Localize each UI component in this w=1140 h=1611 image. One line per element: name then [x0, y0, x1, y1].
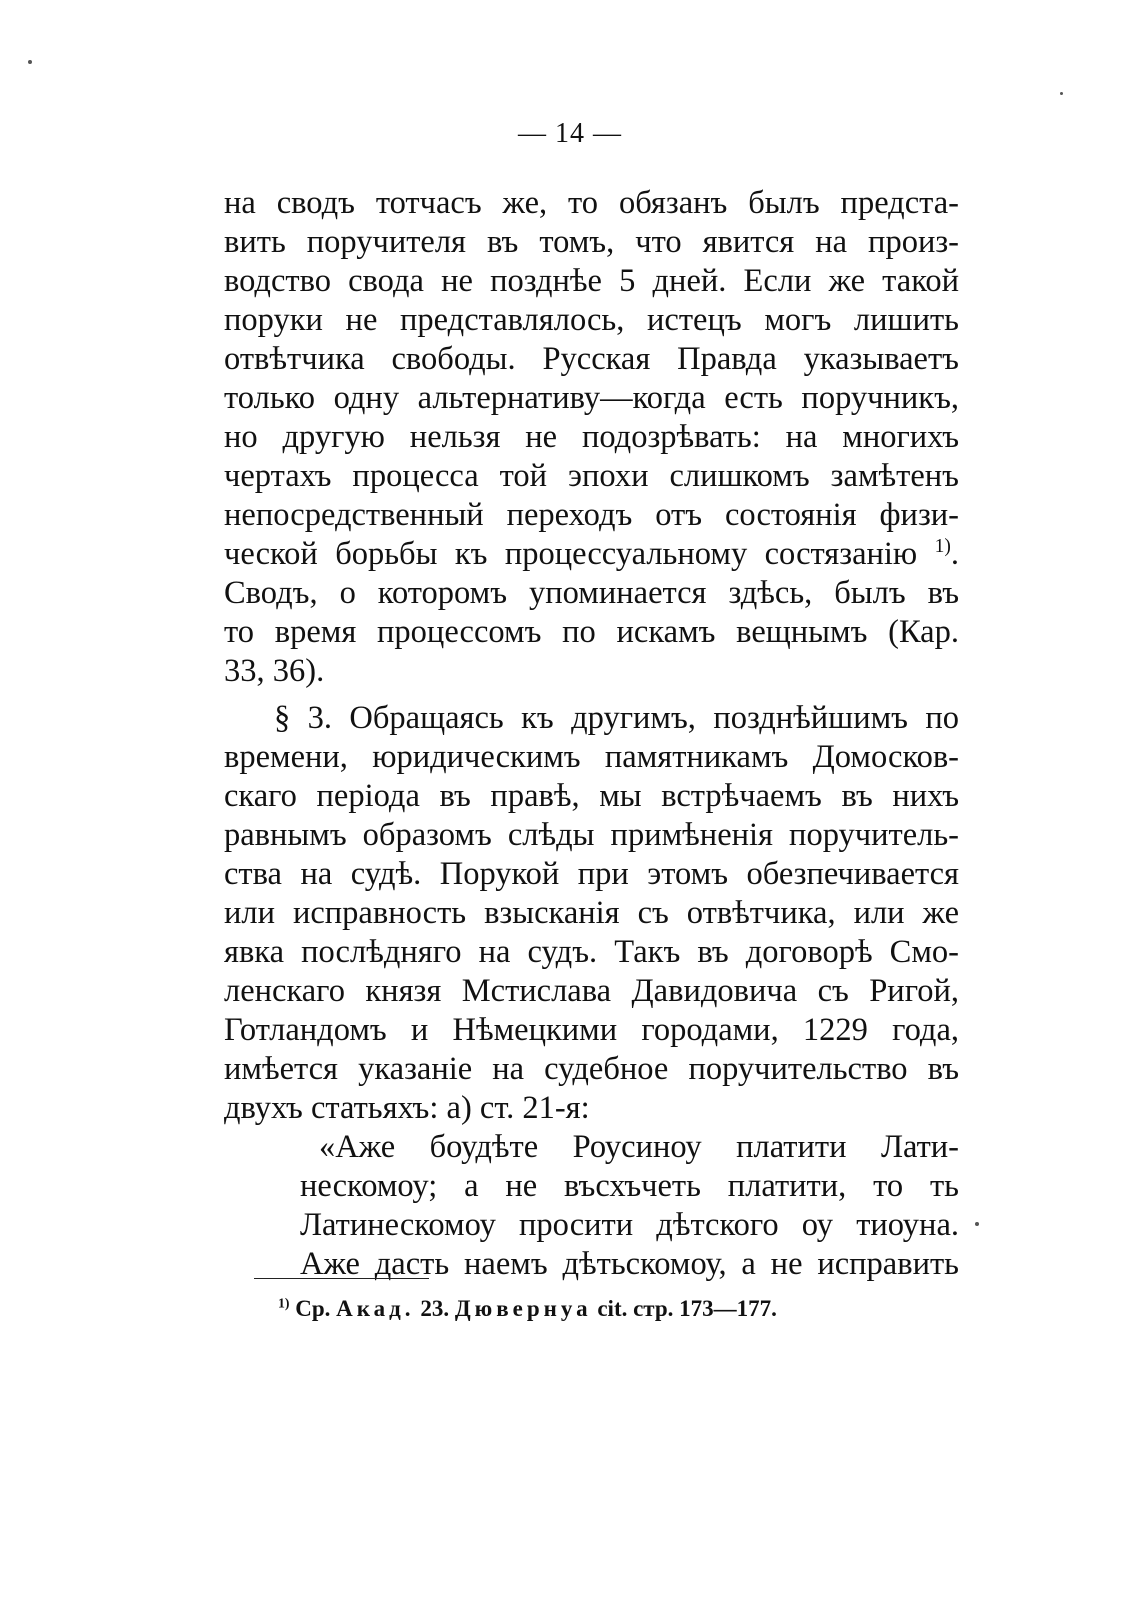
text-line: но другую нельзя не подозрѣвать: на многихъ — [224, 419, 959, 455]
text-line: времени, юридическимъ памятникамъ Домосков- — [224, 739, 959, 775]
text-line: Готландомъ и Нѣмецкими городами, 1229 года, — [224, 1012, 959, 1048]
quote-line: Латинескомоу просити дѣтского оу тиоуна. — [300, 1207, 959, 1243]
footnote-divider — [254, 1278, 429, 1279]
text-line: двухъ статьяхъ: а) ст. 21-я: — [224, 1090, 590, 1126]
text-line: ческой борьбы къ процессуальному состязанію — [224, 536, 918, 572]
paragraph-2 — [224, 699, 959, 1128]
scan-speck — [28, 60, 32, 64]
scan-speck — [975, 1222, 979, 1226]
text-line: отвѣтчика свободы. Русская Правда указываетъ — [224, 341, 959, 377]
text-line: на сводъ тотчасъ же, то обязанъ былъ предста- — [224, 185, 959, 221]
text-line: ства на судѣ. Порукой при этомъ обезпечивается — [224, 856, 959, 892]
footnote-author-2: Дювернуа — [454, 1296, 592, 1321]
text-line: § 3. Обращаясь къ другимъ, позднѣйшимъ по — [274, 700, 959, 736]
footnote-number: 23. — [420, 1296, 450, 1321]
text-line: равнымъ образомъ слѣды примѣненія поручитель- — [224, 817, 959, 853]
text-line: непосредственный переходъ отъ состоянія физи- — [224, 497, 959, 533]
scan-speck — [1060, 92, 1063, 95]
footnote-reference: 1) — [934, 536, 951, 558]
text-line: или исправность взысканія съ отвѣтчика, или же — [224, 895, 959, 931]
text-line: явка послѣдняго на судъ. Такъ въ договорѣ Смо- — [224, 934, 959, 970]
text-line: водство свода не позднѣе 5 дней. Если же такой — [224, 263, 959, 299]
quote-line: нескомоу; а не въсхъчеть платити, то ть — [300, 1168, 959, 1204]
text-line: скаго періода въ правѣ, мы встрѣчаемъ въ нихъ — [224, 778, 959, 814]
footnote-marker: 1) — [278, 1295, 290, 1311]
text-line: чертахъ процесса той эпохи слишкомъ замѣтенъ — [224, 458, 959, 494]
page-number: — 14 — — [518, 118, 622, 149]
text-line: имѣется указаніе на судебное поручительство въ — [224, 1051, 959, 1087]
footnote-rest: cit. стр. 173—177. — [597, 1296, 777, 1321]
body-text — [224, 184, 959, 1284]
text-line: только одну альтернативу—когда есть поручникъ, — [224, 380, 959, 416]
text-line: 33, 36). — [224, 653, 325, 689]
footnote-author-1: Акад. — [336, 1296, 415, 1321]
quotation — [224, 1128, 959, 1284]
quote-line: «Аже боудѣте Роусиноу платити Лати- — [319, 1129, 959, 1165]
text-line: вить поручителя въ томъ, что явится на произ- — [224, 224, 959, 260]
footnote — [278, 1296, 777, 1322]
paragraph-1 — [224, 184, 959, 691]
text-line: поруки не представлялось, истецъ могъ лишить — [224, 302, 959, 338]
text-line: ленскаго князя Мстислава Давидовича съ Ригой, — [224, 973, 959, 1009]
text-line: Сводъ, о которомъ упоминается здѣсь, былъ въ — [224, 575, 959, 611]
footnote-prefix: Ср. — [295, 1296, 331, 1321]
quote-line: Аже дасть наемъ дѣтьскомоу, а не исправить — [300, 1246, 959, 1282]
text-line-with-footnote-ref: ческой борьбы къ процессуальному состязанію $^{1)}$. — [224, 536, 959, 572]
text-line: то время процессомъ по искамъ вещнымъ (Кар. — [224, 614, 959, 650]
